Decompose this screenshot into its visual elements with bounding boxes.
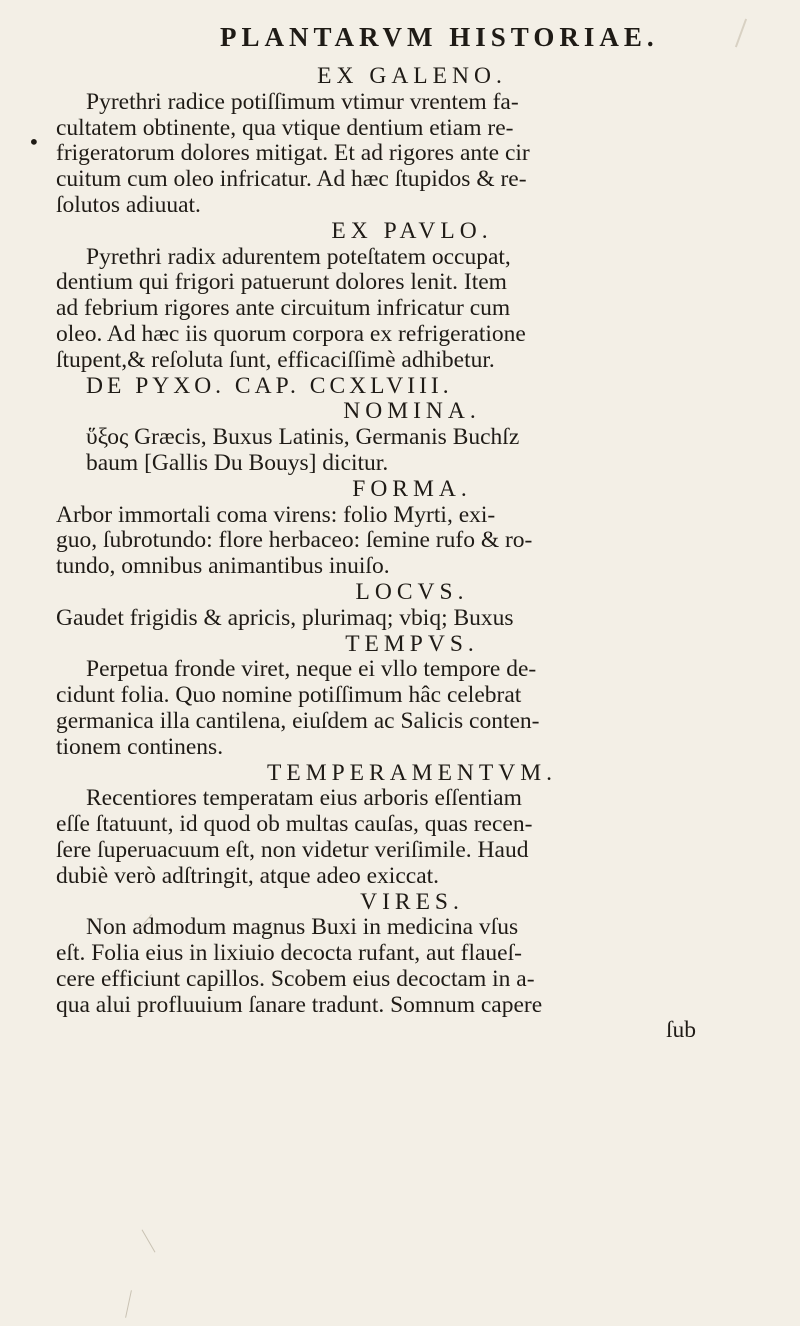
paper-stain — [735, 19, 747, 48]
text-line: dentium qui frigori patuerunt dolores lenit. Item — [56, 269, 507, 296]
text-line: Recentiores temperatam eius arboris eſſentiam — [86, 785, 522, 812]
text-line: Perpetua fronde viret, neque ei vllo tempore de- — [86, 656, 537, 683]
section-heading: DE PYXO. CAP. CCXLVIII. — [86, 372, 453, 399]
paper-stain — [125, 1290, 132, 1318]
text-line: cidunt folia. Quo nomine potiſſimum hâc celebrat — [56, 682, 522, 709]
text-line: qua alui profluuium ſanare tradunt. Somnum capere — [56, 991, 543, 1018]
text-line: Pyrethri radice potiſſimum vtimur vrentem fa- — [86, 88, 519, 115]
text-line: Pyrethri radix adurentem poteſtatem occupat, — [86, 243, 511, 270]
section-heading: EX GALENO. — [317, 63, 507, 89]
text-line: cultatem obtinente, qua vtique dentium etiam re- — [56, 114, 514, 141]
text-line: ſtupent,& reſoluta ſunt, efficaciſſimè adhibetur. — [56, 346, 495, 373]
text-line: oleo. Ad hæc iis quorum corpora ex refrigeratione — [56, 320, 526, 347]
section-heading: NOMINA. — [343, 398, 481, 425]
text-line: ſere ſuperuacuum eſt, non videtur veriſimile. Haud — [56, 836, 529, 863]
text-line: guo, ſubrotundo: flore herbaceo: ſemine rufo & ro- — [56, 527, 533, 554]
text-line: tionem continens. — [56, 733, 224, 760]
text-line: tundo, omnibus animantibus inuiſo. — [56, 553, 390, 580]
text-line: germanica illa cantilena, eiuſdem ac Salicis conten- — [56, 707, 540, 734]
text-line: cuitum cum oleo infricatur. Ad hæc ſtupidos & re- — [56, 166, 527, 193]
section-heading: LOCVS. — [355, 578, 469, 605]
running-head: PLANTARVM HISTORIAE. — [220, 22, 659, 52]
text-line: Gaudet frigidis & apricis, plurimaq; vbiq; Buxus — [56, 604, 514, 631]
catchword: ſub — [665, 1017, 696, 1044]
text-block — [56, 64, 768, 1044]
section-heading: EX PAVLO. — [331, 217, 493, 244]
text-line: Arbor immortali coma virens: folio Myrti, exi- — [56, 501, 496, 528]
section-heading: VIRES. — [360, 888, 464, 915]
paper-stain — [142, 1229, 156, 1252]
margin-dot: • — [28, 130, 40, 154]
text-line: cere efficiunt capillos. Scobem eius decoctam in a- — [56, 965, 535, 992]
text-line: frigeratorum dolores mitigat. Et ad rigores ante cir — [56, 140, 530, 167]
text-line: ad febrium rigores ante circuitum infricatur cum — [56, 295, 511, 322]
text-line: dubiè verò adſtringit, atque adeo exiccat. — [56, 862, 440, 889]
text-line: ſolutos adiuuat. — [56, 191, 201, 218]
text-line: Non admodum magnus Buxi in medicina vſus — [86, 914, 519, 941]
text-line: eſſe ſtatuunt, id quod ob multas cauſas, quas recen- — [56, 811, 533, 838]
section-heading: FORMA. — [352, 475, 472, 502]
text-line: eſt. Folia eius in lixiuio decocta rufant, aut flaueſ- — [56, 940, 522, 967]
text-line: baum [Gallis Du Bouys] dicitur. — [86, 449, 389, 476]
section-heading: TEMPERAMENTVM. — [267, 759, 557, 786]
text-line: ὕξος Græcis, Buxus Latinis, Germanis Buchſz — [86, 424, 520, 451]
section-heading: TEMPVS. — [345, 630, 479, 657]
